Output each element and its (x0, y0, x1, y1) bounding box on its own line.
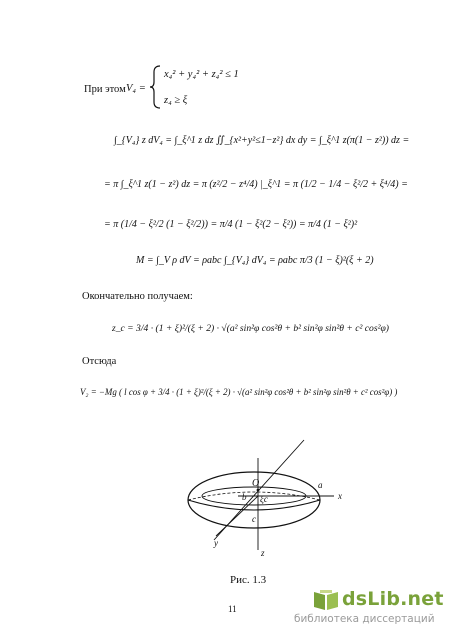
mass-line: M = ∫_V ρ dV = ρabc ∫_{V₄} dV₄ = ρabc π/3 (1 − ξ)²(ξ + 2) (136, 255, 374, 266)
system-row-1: x₄² + y₄² + z₄² ≤ 1 (164, 69, 239, 80)
system-definition (84, 84, 126, 96)
label-xi-c: ξc (260, 494, 268, 504)
label-x: x (338, 491, 342, 501)
label-c: c (252, 514, 256, 524)
integral-line-1: ∫_{V₄} z dV₄ = ∫_ξ^1 z dz ∬_{x²+y²≤1−z²} dx dy = ∫_ξ^1 z(π(1 − z²)) dz = (114, 135, 410, 146)
system-row-2: z₄ ≥ ξ (164, 95, 188, 106)
label-b: b (242, 492, 247, 502)
v2-formula: V₂ = −Mg ( l cos φ + 3/4 · (1 + ξ)²/(ξ + 2) · √(a² sin²φ cos²θ + b² sin²φ sin²θ + c² cos²φ) ) (80, 387, 398, 397)
hence-text: Отсюда (82, 356, 117, 367)
intro-label: При этом (84, 84, 126, 95)
system-lhs: V₄ = (126, 83, 146, 94)
page-number: 11 (228, 604, 237, 614)
integral-line-3: = π (1/4 − ξ²/2 (1 − ξ²/2)) = π/4 (1 − ξ²(2 − ξ²)) = π/4 (1 − ξ²)² (104, 219, 358, 230)
ellipsoid-figure (178, 438, 358, 568)
book-logo-icon (312, 588, 340, 612)
label-y: y (214, 538, 218, 548)
brace-icon (150, 64, 162, 110)
origin-point (257, 489, 260, 492)
label-a: a (318, 480, 323, 490)
figure-caption: Рис. 1.3 (230, 574, 267, 586)
integral-line-2: = π ∫_ξ^1 z(1 − z²) dz = π (z²/2 − z⁴/4) |_ξ^1 = π (1/2 − 1/4 − ξ²/2 + ξ⁴/4) = (104, 179, 408, 190)
watermark-title: dsLib.net (342, 588, 444, 610)
label-z: z (261, 548, 265, 558)
label-O: O (252, 478, 260, 489)
zc-formula: z_c = 3/4 · (1 + ξ)²/(ξ + 2) · √(a² sin²φ cos²θ + b² sin²φ sin²θ + c² cos²φ) (112, 323, 389, 334)
dslib-watermark[interactable] (294, 586, 444, 630)
finally-text: Окончательно получаем: (82, 291, 193, 302)
watermark-subtitle: библиотека диссертаций (294, 613, 435, 625)
